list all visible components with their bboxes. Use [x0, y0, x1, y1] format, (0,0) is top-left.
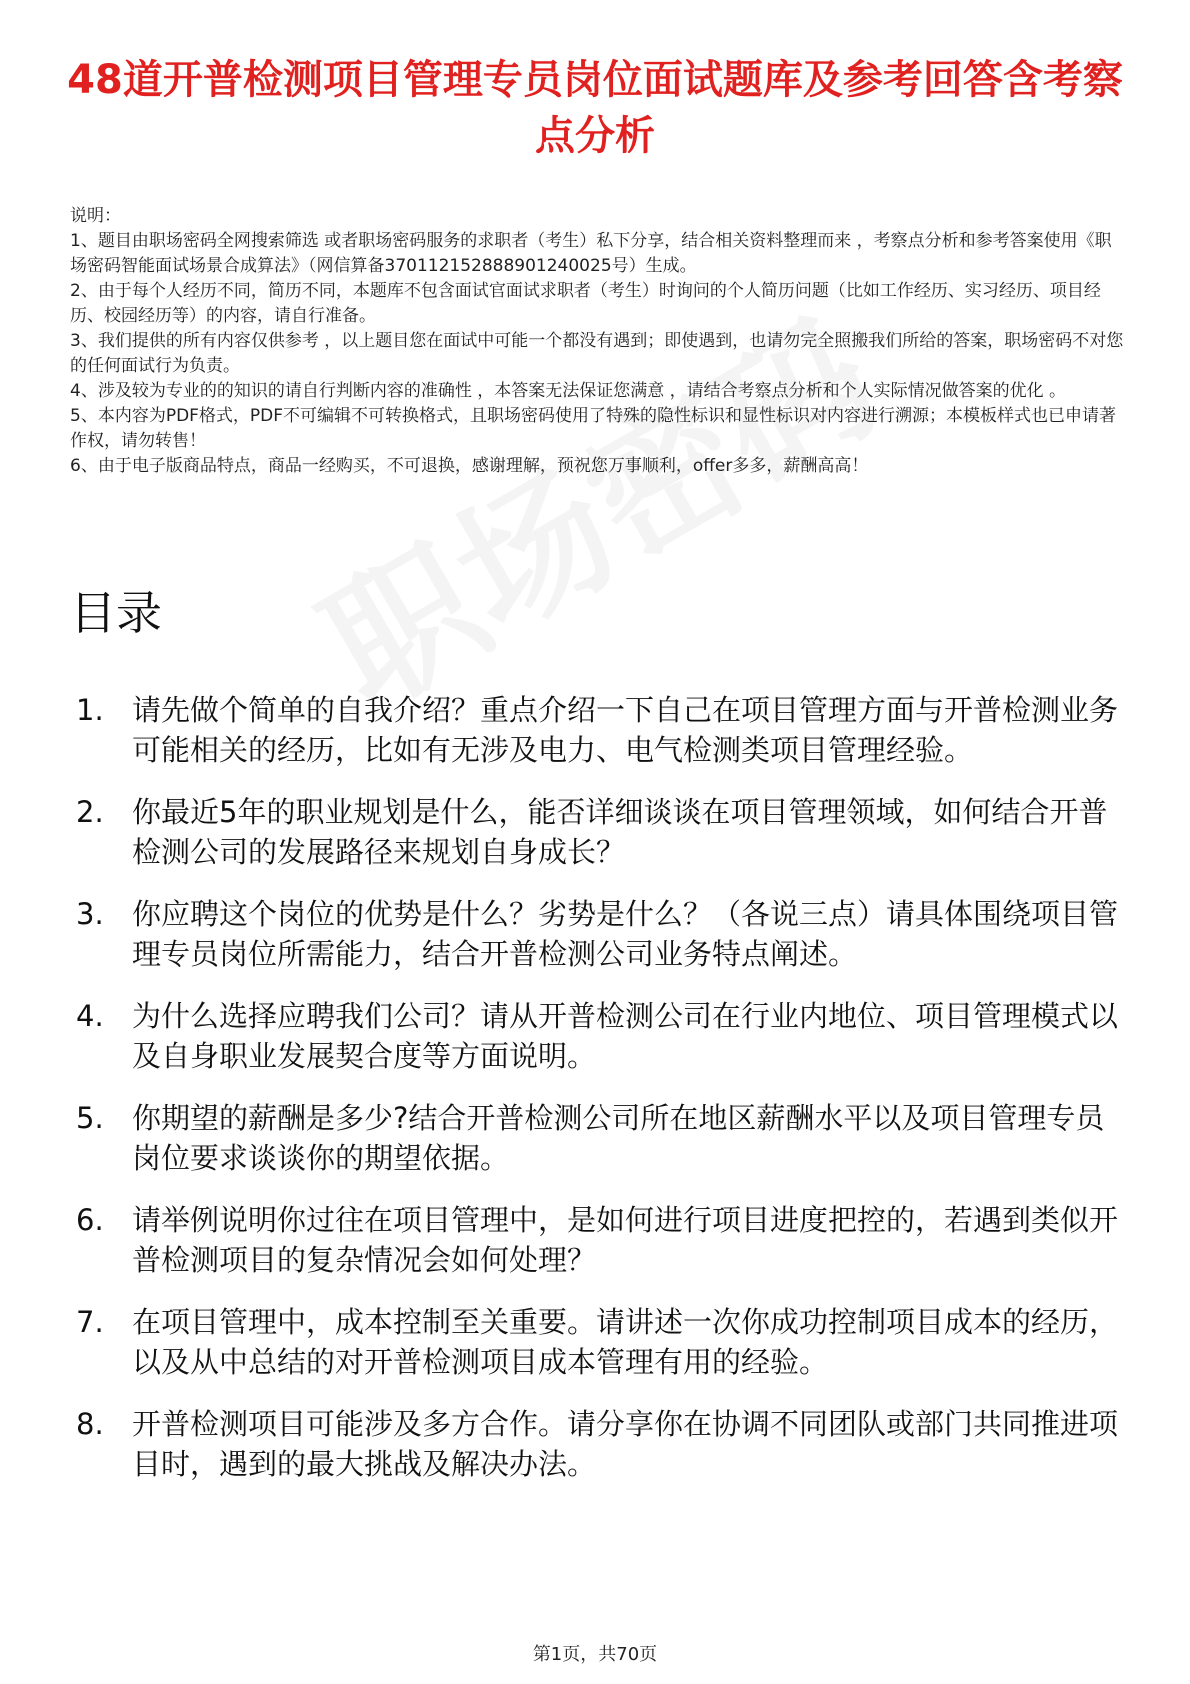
note-item: 2、由于每个人经历不同，简历不同，本题库不包含面试官面试求职者（考生）时询问的个人简历问题（比如工作经历、实习经历、项目经历、校园经历等）的内容，请自行准备。 [70, 281, 1101, 326]
toc-item-text: 为什么选择应聘我们公司？请从开普检测公司在行业内地位、项目管理模式以及自身职业发展契合度等方面说明。 [132, 999, 1119, 1073]
toc-item-6[interactable] [70, 1200, 1130, 1280]
toc-item-7[interactable] [70, 1302, 1130, 1382]
toc-item-text: 请举例说明你过往在项目管理中，是如何进行项目进度把控的，若遇到类似开普检测项目的复杂情况会如何处理？ [132, 1203, 1119, 1277]
note-item: 5、本内容为PDF格式，PDF不可编辑不可转换格式，且职场密码使用了特殊的隐性标识和显性标识对内容进行溯源；本模板样式也已申请著作权，请勿转售！ [70, 406, 1117, 451]
toc-item-number: 4. [76, 999, 104, 1033]
toc-item-1[interactable] [70, 690, 1130, 770]
toc-item-text: 你最近5年的职业规划是什么，能否详细谈谈在项目管理领域，如何结合开普检测公司的发展路径来规划自身成长？ [132, 795, 1108, 869]
toc-item-3[interactable] [70, 894, 1130, 974]
toc-item-number: 1. [76, 693, 104, 727]
note-item: 4、涉及较为专业的的知识的请自行判断内容的准确性 ，本答案无法保证您满意 ，请结合考察点分析和个人实际情况做答案的优化 。 [70, 381, 1067, 401]
note-item: 6、由于电子版商品特点，商品一经购买，不可退换，感谢理解，预祝您万事顺利，offer多多，薪酬高高！ [70, 456, 869, 476]
toc-item-text: 开普检测项目可能涉及多方合作。请分享你在协调不同团队或部门共同推进项目时，遇到的最大挑战及解决办法。 [132, 1407, 1119, 1481]
toc-item-number: 2. [76, 795, 104, 829]
toc-item-5[interactable] [70, 1098, 1130, 1178]
toc-item-text: 你应聘这个岗位的优势是什么？劣势是什么？（各说三点）请具体围绕项目管理专员岗位所需能力，结合开普检测公司业务特点阐述。 [132, 897, 1119, 971]
toc-item-8[interactable] [70, 1404, 1130, 1484]
table-of-contents [70, 690, 1130, 1484]
toc-item-text: 你期望的薪酬是多少?结合开普检测公司所在地区薪酬水平以及项目管理专员岗位要求谈谈你的期望依据。 [132, 1101, 1105, 1175]
notes-section [70, 204, 1125, 479]
toc-item-text: 在项目管理中，成本控制至关重要。请讲述一次你成功控制项目成本的经历，以及从中总结的对开普检测项目成本管理有用的经验。 [132, 1305, 1119, 1379]
note-item: 1、题目由职场密码全网搜索筛选 或者职场密码服务的求职者（考生）私下分享，结合相关资料整理而来 ，考察点分析和参考答案使用《职场密码智能面试场景合成算法》（网信算备370112152888901240025号）生成。 [70, 231, 1112, 276]
toc-item-2[interactable] [70, 792, 1130, 872]
toc-item-text: 请先做个简单的自我介绍？重点介绍一下自己在项目管理方面与开普检测业务可能相关的经历，比如有无涉及电力、电气检测类项目管理经验。 [132, 693, 1119, 767]
toc-item-number: 6. [76, 1203, 104, 1237]
note-item: 3、我们提供的所有内容仅供参考 ，以上题目您在面试中可能一个都没有遇到；即使遇到，也请勿完全照搬我们所给的答案，职场密码不对您的任何面试行为负责。 [70, 331, 1124, 376]
toc-item-number: 7. [76, 1305, 104, 1339]
toc-heading: 目录 [70, 586, 162, 640]
page-footer: 第1页，共70页 [532, 1644, 658, 1665]
toc-item-number: 5. [76, 1101, 104, 1135]
toc-item-4[interactable] [70, 996, 1130, 1076]
notes-heading: 说明： [70, 206, 121, 226]
toc-item-number: 3. [76, 897, 104, 931]
document-title: 48道开普检测项目管理专员岗位面试题库及参考回答含考察点分析 [67, 57, 1123, 159]
toc-item-number: 8. [76, 1407, 104, 1441]
